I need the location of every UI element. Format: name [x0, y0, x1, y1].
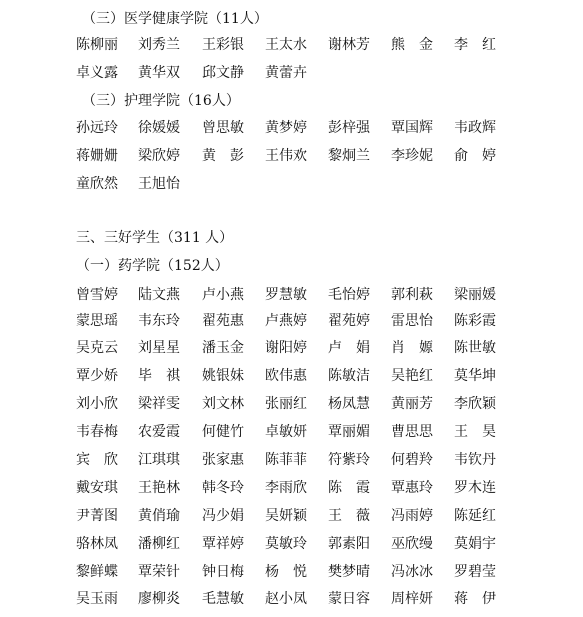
student-name: 梁丽媛	[454, 287, 496, 303]
student-name: 潘玉金	[202, 340, 244, 356]
student-name: 何碧羚	[391, 452, 433, 468]
student-name: 韦钦丹	[454, 452, 496, 468]
student-name: 王 昊	[454, 424, 496, 440]
student-name: 陈彩霞	[454, 313, 496, 329]
student-name: 黄华双	[138, 65, 180, 81]
student-name: 王彩银	[202, 37, 244, 53]
student-name: 姚银妹	[202, 368, 244, 384]
student-name: 彭梓强	[328, 120, 370, 136]
student-name: 符紫玲	[328, 452, 370, 468]
student-name: 骆林凤	[76, 536, 118, 552]
student-name: 欧伟惠	[265, 368, 307, 384]
section-heading-medical-health: （三）医学健康学院（11人）	[82, 11, 268, 27]
student-name: 廖柳炎	[138, 591, 180, 607]
student-name: 覃荣针	[138, 564, 180, 580]
section-heading-nursing: （三）护理学院（16人）	[82, 93, 240, 109]
student-name: 陈菲菲	[265, 452, 307, 468]
student-name: 罗慧敏	[265, 287, 307, 303]
student-name: 陆文燕	[138, 287, 180, 303]
student-name: 梁祥雯	[138, 396, 180, 412]
student-name: 赵小凤	[265, 591, 307, 607]
student-name: 尹菁图	[76, 508, 118, 524]
student-name: 雷思怡	[391, 313, 433, 329]
student-name: 罗碧莹	[454, 564, 496, 580]
student-name: 王伟欢	[265, 148, 307, 164]
student-name: 潘柳红	[138, 536, 180, 552]
student-name: 刘小欣	[76, 396, 118, 412]
student-name: 孙远玲	[76, 120, 118, 136]
student-name: 韩冬玲	[202, 480, 244, 496]
student-name: 卓义露	[76, 65, 118, 81]
student-name: 翟苑惠	[202, 313, 244, 329]
student-name: 曾雪婷	[76, 287, 118, 303]
student-name: 黎鲜蝶	[76, 564, 118, 580]
student-name: 卢小燕	[202, 287, 244, 303]
student-name: 陈 霞	[328, 480, 370, 496]
student-name: 蒋 伊	[454, 591, 496, 607]
student-name: 覃少娇	[76, 368, 118, 384]
student-name: 梁欣婷	[138, 148, 180, 164]
student-name: 卢燕婷	[265, 313, 307, 329]
student-name: 吴妍颖	[265, 508, 307, 524]
student-name: 黄丽芳	[391, 396, 433, 412]
student-name: 卢 娟	[328, 340, 370, 356]
student-name: 刘文林	[202, 396, 244, 412]
student-name: 罗木连	[454, 480, 496, 496]
student-name: 刘星星	[138, 340, 180, 356]
student-name: 俞 婷	[454, 148, 496, 164]
student-name: 李 红	[454, 37, 496, 53]
student-name: 莫敏玲	[265, 536, 307, 552]
student-name: 毕 祺	[138, 368, 180, 384]
student-name: 李欣颖	[454, 396, 496, 412]
student-name: 周梓妍	[391, 591, 433, 607]
student-name: 郭素阳	[328, 536, 370, 552]
student-name: 樊梦晴	[328, 564, 370, 580]
student-name: 黄俏瑜	[138, 508, 180, 524]
student-name: 王 薇	[328, 508, 370, 524]
student-name: 覃丽媚	[328, 424, 370, 440]
student-name: 钟日梅	[202, 564, 244, 580]
student-name: 谢林芳	[328, 37, 370, 53]
student-name: 黎炯兰	[328, 148, 370, 164]
student-name: 吴玉雨	[76, 591, 118, 607]
student-name: 陈柳丽	[76, 37, 118, 53]
student-name: 黄梦婷	[265, 120, 307, 136]
student-name: 熊 金	[391, 37, 433, 53]
student-name: 童欣然	[76, 176, 118, 192]
student-name: 李雨欣	[265, 480, 307, 496]
student-name: 莫娟宇	[454, 536, 496, 552]
student-name: 谢阳婷	[265, 340, 307, 356]
student-name: 黄蕾卉	[265, 65, 307, 81]
student-name: 郭利萩	[391, 287, 433, 303]
student-name: 吴艳红	[391, 368, 433, 384]
student-name: 王旭怡	[138, 176, 180, 192]
student-name: 肖 嫄	[391, 340, 433, 356]
student-name: 农爱霞	[138, 424, 180, 440]
student-name: 覃祥婷	[202, 536, 244, 552]
student-name: 韦春梅	[76, 424, 118, 440]
student-name: 莫华坤	[454, 368, 496, 384]
student-name: 毛怡婷	[328, 287, 370, 303]
student-name: 曹思思	[391, 424, 433, 440]
student-name: 江琪琪	[138, 452, 180, 468]
student-name: 刘秀兰	[138, 37, 180, 53]
student-name: 王太水	[265, 37, 307, 53]
student-name: 韦政辉	[454, 120, 496, 136]
category-heading-merit-students: 三、三好学生（311 人）	[76, 230, 234, 246]
subsection-heading-pharmacy: （一）药学院（152人）	[76, 258, 229, 274]
student-name: 曾思敏	[202, 120, 244, 136]
student-name: 蒋姗姗	[76, 148, 118, 164]
student-name: 翟苑婷	[328, 313, 370, 329]
student-name: 黄 彭	[202, 148, 244, 164]
student-name: 冯冰冰	[391, 564, 433, 580]
student-name: 何健竹	[202, 424, 244, 440]
student-name: 蒙日容	[328, 591, 370, 607]
student-name: 覃国辉	[391, 120, 433, 136]
student-name: 韦东玲	[138, 313, 180, 329]
student-name: 吴克云	[76, 340, 118, 356]
student-name: 宾 欣	[76, 452, 118, 468]
student-name: 邱文静	[202, 65, 244, 81]
student-name: 冯少娟	[202, 508, 244, 524]
student-name: 覃惠玲	[391, 480, 433, 496]
student-name: 冯雨婷	[391, 508, 433, 524]
student-name: 杨凤慧	[328, 396, 370, 412]
student-name: 张家惠	[202, 452, 244, 468]
student-name: 杨 悦	[265, 564, 307, 580]
student-name: 徐媛媛	[138, 120, 180, 136]
student-name: 毛慧敏	[202, 591, 244, 607]
student-name: 陈世敏	[454, 340, 496, 356]
student-name: 陈延红	[454, 508, 496, 524]
student-name: 蒙思瑶	[76, 313, 118, 329]
student-name: 卓敏妍	[265, 424, 307, 440]
student-name: 张丽红	[265, 396, 307, 412]
student-name: 陈敏洁	[328, 368, 370, 384]
student-name: 李珍妮	[391, 148, 433, 164]
student-name: 王艳林	[138, 480, 180, 496]
student-name: 巫欣缦	[391, 536, 433, 552]
student-name: 戴安琪	[76, 480, 118, 496]
